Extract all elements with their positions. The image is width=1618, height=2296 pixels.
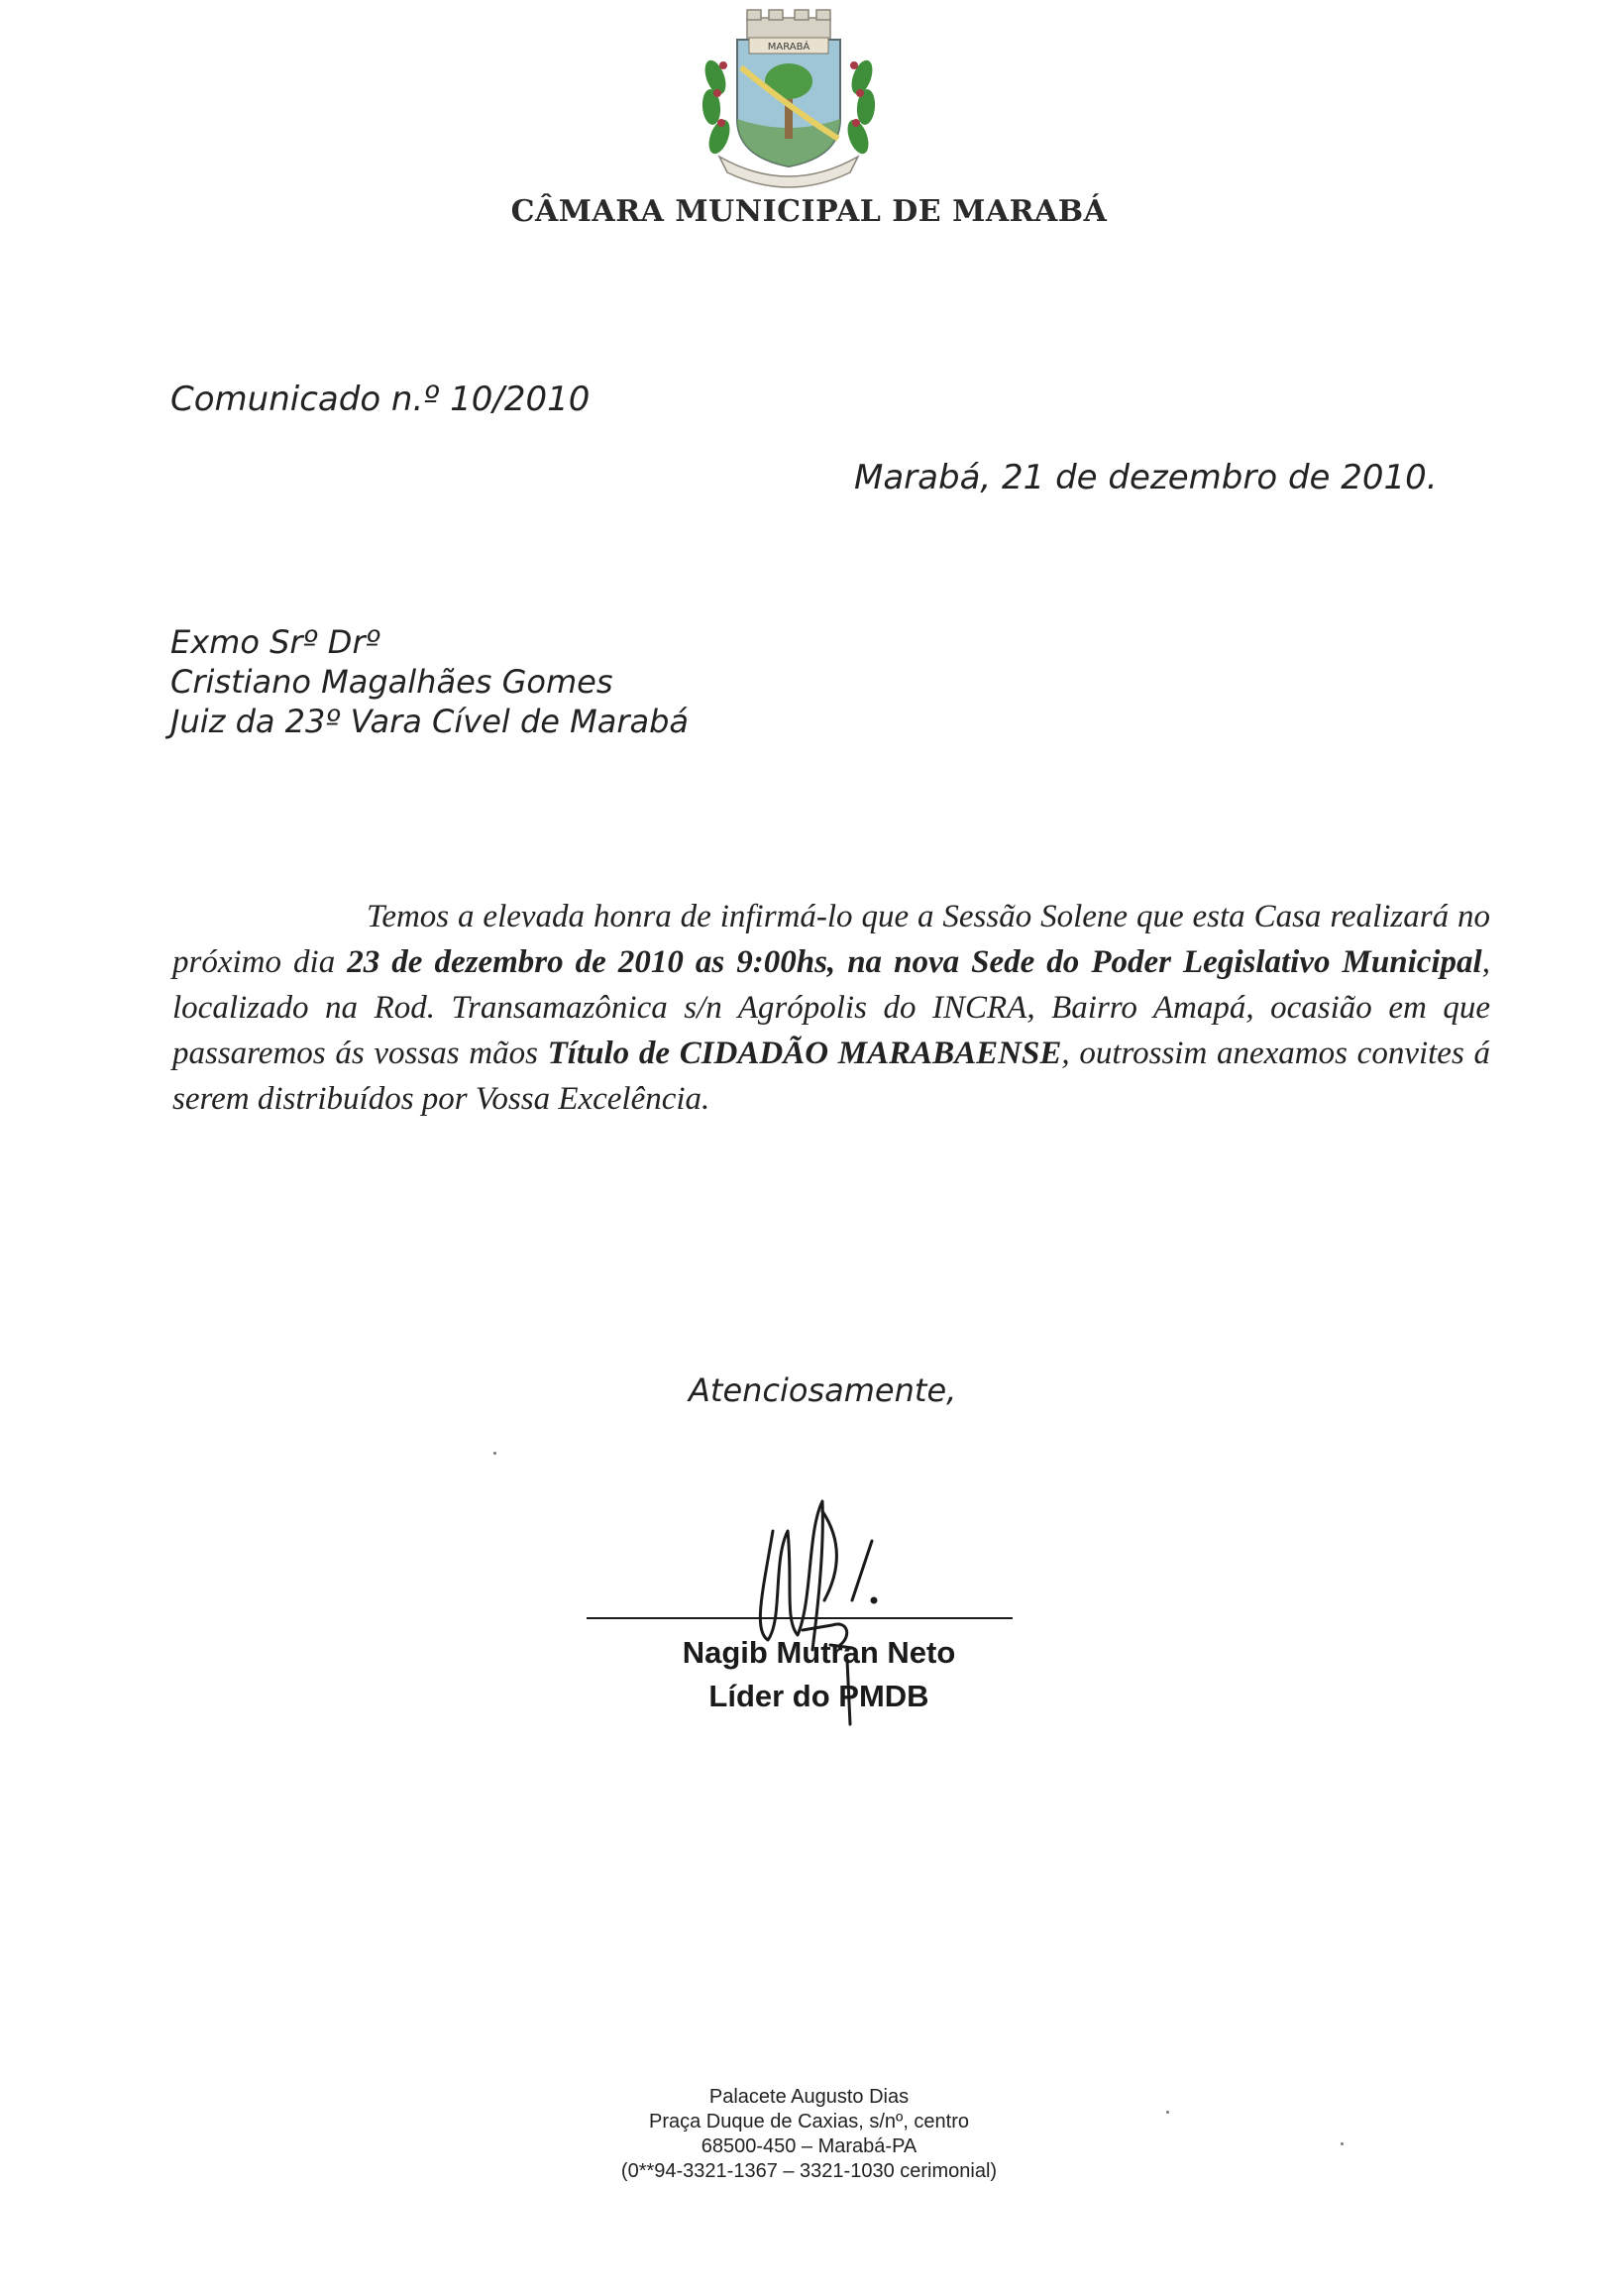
footer-line: Palacete Augusto Dias	[708, 2086, 910, 2108]
footer-address	[0, 2085, 1618, 2184]
letter-body	[172, 894, 1490, 1122]
scan-speck	[1341, 2142, 1344, 2145]
body-text: , outrossim anexamos convites á serem distribuídos por Vossa Excelência.	[172, 1036, 1490, 1117]
closing-salutation: Atenciosamente,	[689, 1371, 957, 1409]
body-text: , localizado na Rod. Transamazônica s/n Agrópolis do INCRA, Bairro Amapá, ocasião em que passaremos ás vossas mãos	[172, 944, 1490, 1071]
municipal-coat-of-arms-icon	[690, 8, 888, 198]
footer-line: (0**94-3321-1367 – 3321-1030 cerimonial)	[620, 2160, 998, 2182]
signature-line	[587, 1617, 1013, 1619]
body-emphasis-event: 23 de dezembro de 2010 as 9:00hs, na nova Sede do Poder Legislativo Municipal	[347, 944, 1482, 980]
scan-speck	[493, 1452, 496, 1455]
signatory-name: Nagib Mutran Neto	[682, 1635, 956, 1670]
crest-banner-text: MARABÁ	[767, 42, 810, 53]
footer-line: 68500-450 – Marabá-PA	[701, 2135, 917, 2157]
addressee-name: Cristiano Magalhães Gomes	[170, 663, 613, 701]
addressee-block	[170, 622, 689, 741]
signatory-role: Líder do PMDB	[708, 1679, 929, 1713]
addressee-position: Juiz da 23º Vara Cível de Marabá	[170, 703, 690, 740]
letter-date: Marabá, 21 de dezembro de 2010.	[854, 458, 1438, 497]
addressee-title: Exmo Srº Drº	[170, 623, 380, 661]
signatory-block	[0, 1631, 1618, 1718]
footer-line: Praça Duque de Caxias, s/nº, centro	[648, 2111, 970, 2132]
body-emphasis-title: Título de CIDADÃO MARABAENSE	[547, 1036, 1062, 1071]
body-text: Temos a elevada honra de infirmá-lo que a Sessão Solene que esta Casa realizará no próximo dia	[172, 899, 1490, 980]
institution-name: CÂMARA MUNICIPAL DE MARABÁ	[510, 194, 1108, 229]
scan-speck	[1166, 2111, 1169, 2114]
communication-reference: Comunicado n.º 10/2010	[170, 380, 591, 419]
